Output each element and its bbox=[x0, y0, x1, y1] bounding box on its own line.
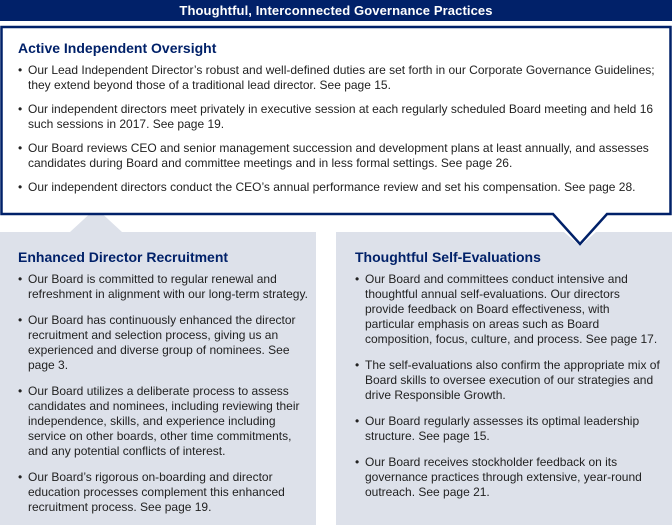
active-independent-oversight bbox=[18, 40, 660, 204]
list-item: • Our Board has continuously enhanced the director recruitment and selection process, giving us an experienced and diverse group of nominees. See page 3. bbox=[18, 313, 308, 373]
list-item: • Our Board and committees conduct intensive and thoughtful annual self-evaluations. Our directors provide feedback on Board effectiveness, with particular emphasis on areas such as Board composition, focus, culture, and process. See page 17. bbox=[355, 272, 660, 347]
evaluations-list bbox=[355, 272, 660, 500]
page-banner: Thoughtful, Interconnected Governance Practices bbox=[0, 0, 672, 21]
recruitment-list bbox=[18, 272, 308, 515]
recruitment-title: Enhanced Director Recruitment bbox=[18, 249, 229, 265]
list-item: • Our Board’s rigorous on-boarding and director education processes complement this enhanced recruitment process. See page 19. bbox=[18, 470, 308, 515]
oversight-title: Active Independent Oversight bbox=[18, 40, 217, 56]
enhanced-director-recruitment bbox=[18, 249, 308, 526]
list-item: • Our Board regularly assesses its optimal leadership structure. See page 15. bbox=[355, 414, 660, 444]
oversight-list bbox=[18, 63, 660, 195]
list-item: • Our Board reviews CEO and senior management succession and development plans at least annually, and assesses candidates during Board and committee meetings and in less formal settings. See page 26. bbox=[18, 141, 660, 171]
list-item: • Our Lead Independent Director’s robust and well-defined duties are set forth in our Corporate Governance Guidelines; they extend beyond those of a traditional lead director. See page 15. bbox=[18, 63, 660, 93]
list-item: • Our independent directors conduct the CEO’s annual performance review and set his compensation. See page 28. bbox=[18, 180, 660, 195]
list-item: • Our independent directors meet privately in executive session at each regularly scheduled Board meeting and held 16 such sessions in 2017. See page 19. bbox=[18, 102, 660, 132]
evaluations-title: Thoughtful Self-Evaluations bbox=[355, 249, 541, 265]
thoughtful-self-evaluations bbox=[355, 249, 660, 511]
list-item: • Our Board is committed to regular renewal and refreshment in alignment with our long-term strategy. bbox=[18, 272, 308, 302]
list-item: • Our Board utilizes a deliberate process to assess candidates and nominees, including reviewing their independence, skills, and experience including service on other boards, other time commitments, and any potential conflicts of interest. bbox=[18, 384, 308, 459]
list-item: • The self-evaluations also confirm the appropriate mix of Board skills to oversee execution of our strategies and drive Responsible Growth. bbox=[355, 358, 660, 403]
list-item: • Our Board receives stockholder feedback on its governance practices through extensive, year-round outreach. See page 21. bbox=[355, 455, 660, 500]
